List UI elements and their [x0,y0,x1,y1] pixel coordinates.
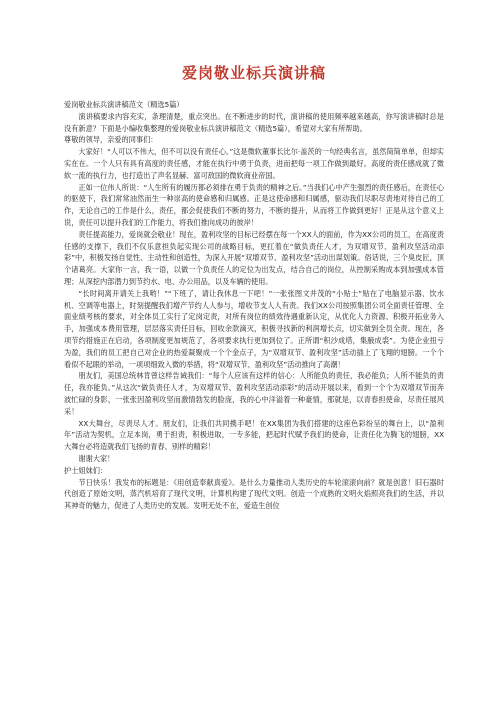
paragraph: 朋友们，美国总统林肯曾这样告诫我们：“每个人应该有这样的信心：人所能负的责任，我必能负；人所不能负的责任，我亦能负。”从这次“做负责任人才，为双增双节、盈利攻坚活动添彩”的活动开展以来，看到一个个为双增双节而奔波忙碌的身影，一张张因盈利攻坚而激情勃发的脸庞，我的心中洋溢着一种豪情，那就是，以青春担使命，尽责任展风采！ [64,371,444,416]
paragraph: 大家好！“人可以不伟大，但不可以没有责任心。”这是微软董事长比尔·盖茨的一句经典名言，虽然简简单单，但却实实在在。一个人只有具有高度的责任感，才能在执行中勇于负责，进而把每一项工作做到最好。高度的责任感成就了微软一流的执行力，也打造出了声名显赫、富可敌国的微软商业帝国。 [64,147,444,180]
paragraph: 尊敬的领导，亲爱的同事们： [64,135,158,145]
paragraph: XX大舞台，尽责尽人才。朋友们，让我们共同携手吧！在XX集团为我们搭建的这座色彩纷呈的舞台上，以“盈利年”活动为契机，立足本岗，勇于担责，积极进取，一专多能，把起时代赋予我们的使命，让责任化为腾飞的翅膀，XX大舞台必将造就我们飞扬的青春、别样的精彩！ [64,418,444,452]
document-body [64,99,444,512]
paragraph: “长时间离开请关上我哟！”“下班了，请让我休息一下吧！”一张张图文并茂的“小贴士”贴在了电脑显示器、饮水机、空调等电器上，时刻提醒我们增产节约人人参与，增收节支人人有责。我们XX公司按照集团公司全面责任管理、全面业绩考核的要求，对全体员工实行了定岗定责，对所有岗位的绩效待遇重新认定，从优化人力资源、积极开拓业务入手，加强成本费用管理，层层落实责任目标，回收余款滴灭，积极寻找新的利润增长点，切实做到全员全责。现在，各项节约措施正在启动，各项制度更加规范了，各项要求执行更加到位了。正所谓“积沙成塔，集腋成裘”。为使企业扭亏为盈，我们的员工把自己对企业的热爱凝聚成一个个金点子，为“双增双节、盈利攻坚”活动插上了飞翔的翅膀。一个个看似不起眼的举动，一项项细致入微的举措，将“双增双节、盈利攻坚”活动推向了高潮！ [64,288,444,369]
document-title: 爱岗敬业标兵演讲稿 [181,64,326,82]
paragraph: 谢谢大家！ [78,453,115,463]
paragraph: 责任提高能力，爱岗就会敬业！现在，盈利攻坚的目标已经摆在每一个XX人的面前，作为XX公司的员工，在高度责任感的支撑下，我们不仅乐意担负起实现公司的战略目标，更扛着在“做负责任人才，为双增双节、盈利攻坚活动添彩”中，积极发扬自觉性、主动性和创造性，为深入开展“双增双节、盈利攻坚”活动出谋划策。俗话说，三个臭皮匠，顶个诸葛亮。大家你一言，我一语，以做一个负责任人的定位为出发点，结合自己的岗位，从控制采购成本到加强成本管理；从深挖内部潜力到节约水、电、办公用品，以及车辆的使用。 [64,229,444,286]
paragraph: 爱岗敬业标兵演讲稿范文（精选5篇） [64,100,184,109]
paragraph: 演讲稿要求内容充实，条理清楚，重点突出。在不断进步的时代，演讲稿的使用频率越来越高，你写演讲稿时总是没有新意？下面是小编收集整理的爱岗敬业标兵演讲稿范文（精选5篇），希望对大家有所帮助。 [64,111,444,133]
paragraph: 护士姐妹们： [64,465,108,475]
paragraph: 节日快乐！我发布的标题是：《用创造奉献真爱》。是什么力量推动人类历史的车轮滚滚向前？就是创意！旧石器时代创造了原始文明，蒸汽机培育了现代文明，计算机构建了现代文明。创造一个成熟的文明火焰照亮我们的生活，并以其神奇的魅力，促进了人类历史的发展。发明无处不在，爱造生创位 [64,477,444,511]
paragraph: 正如一位伟人所说：“人生所有的履历都必须排在勇于负责的精神之后。”当我们心中产生强烈的责任感后，在责任心的驱使下，我们常常油然而生一种崇高的使命感和归属感。正是这使命感和归属感，驱动我们尽职尽责地对待自己的工作，无论自己的工作是什么，责任，都会促使我们不断的努力，不断的提升，从而将工作做到更好！正是从这个意义上说，责任可以提升我们的工作能力，将我们推向成功的彼岸！ [64,182,444,227]
